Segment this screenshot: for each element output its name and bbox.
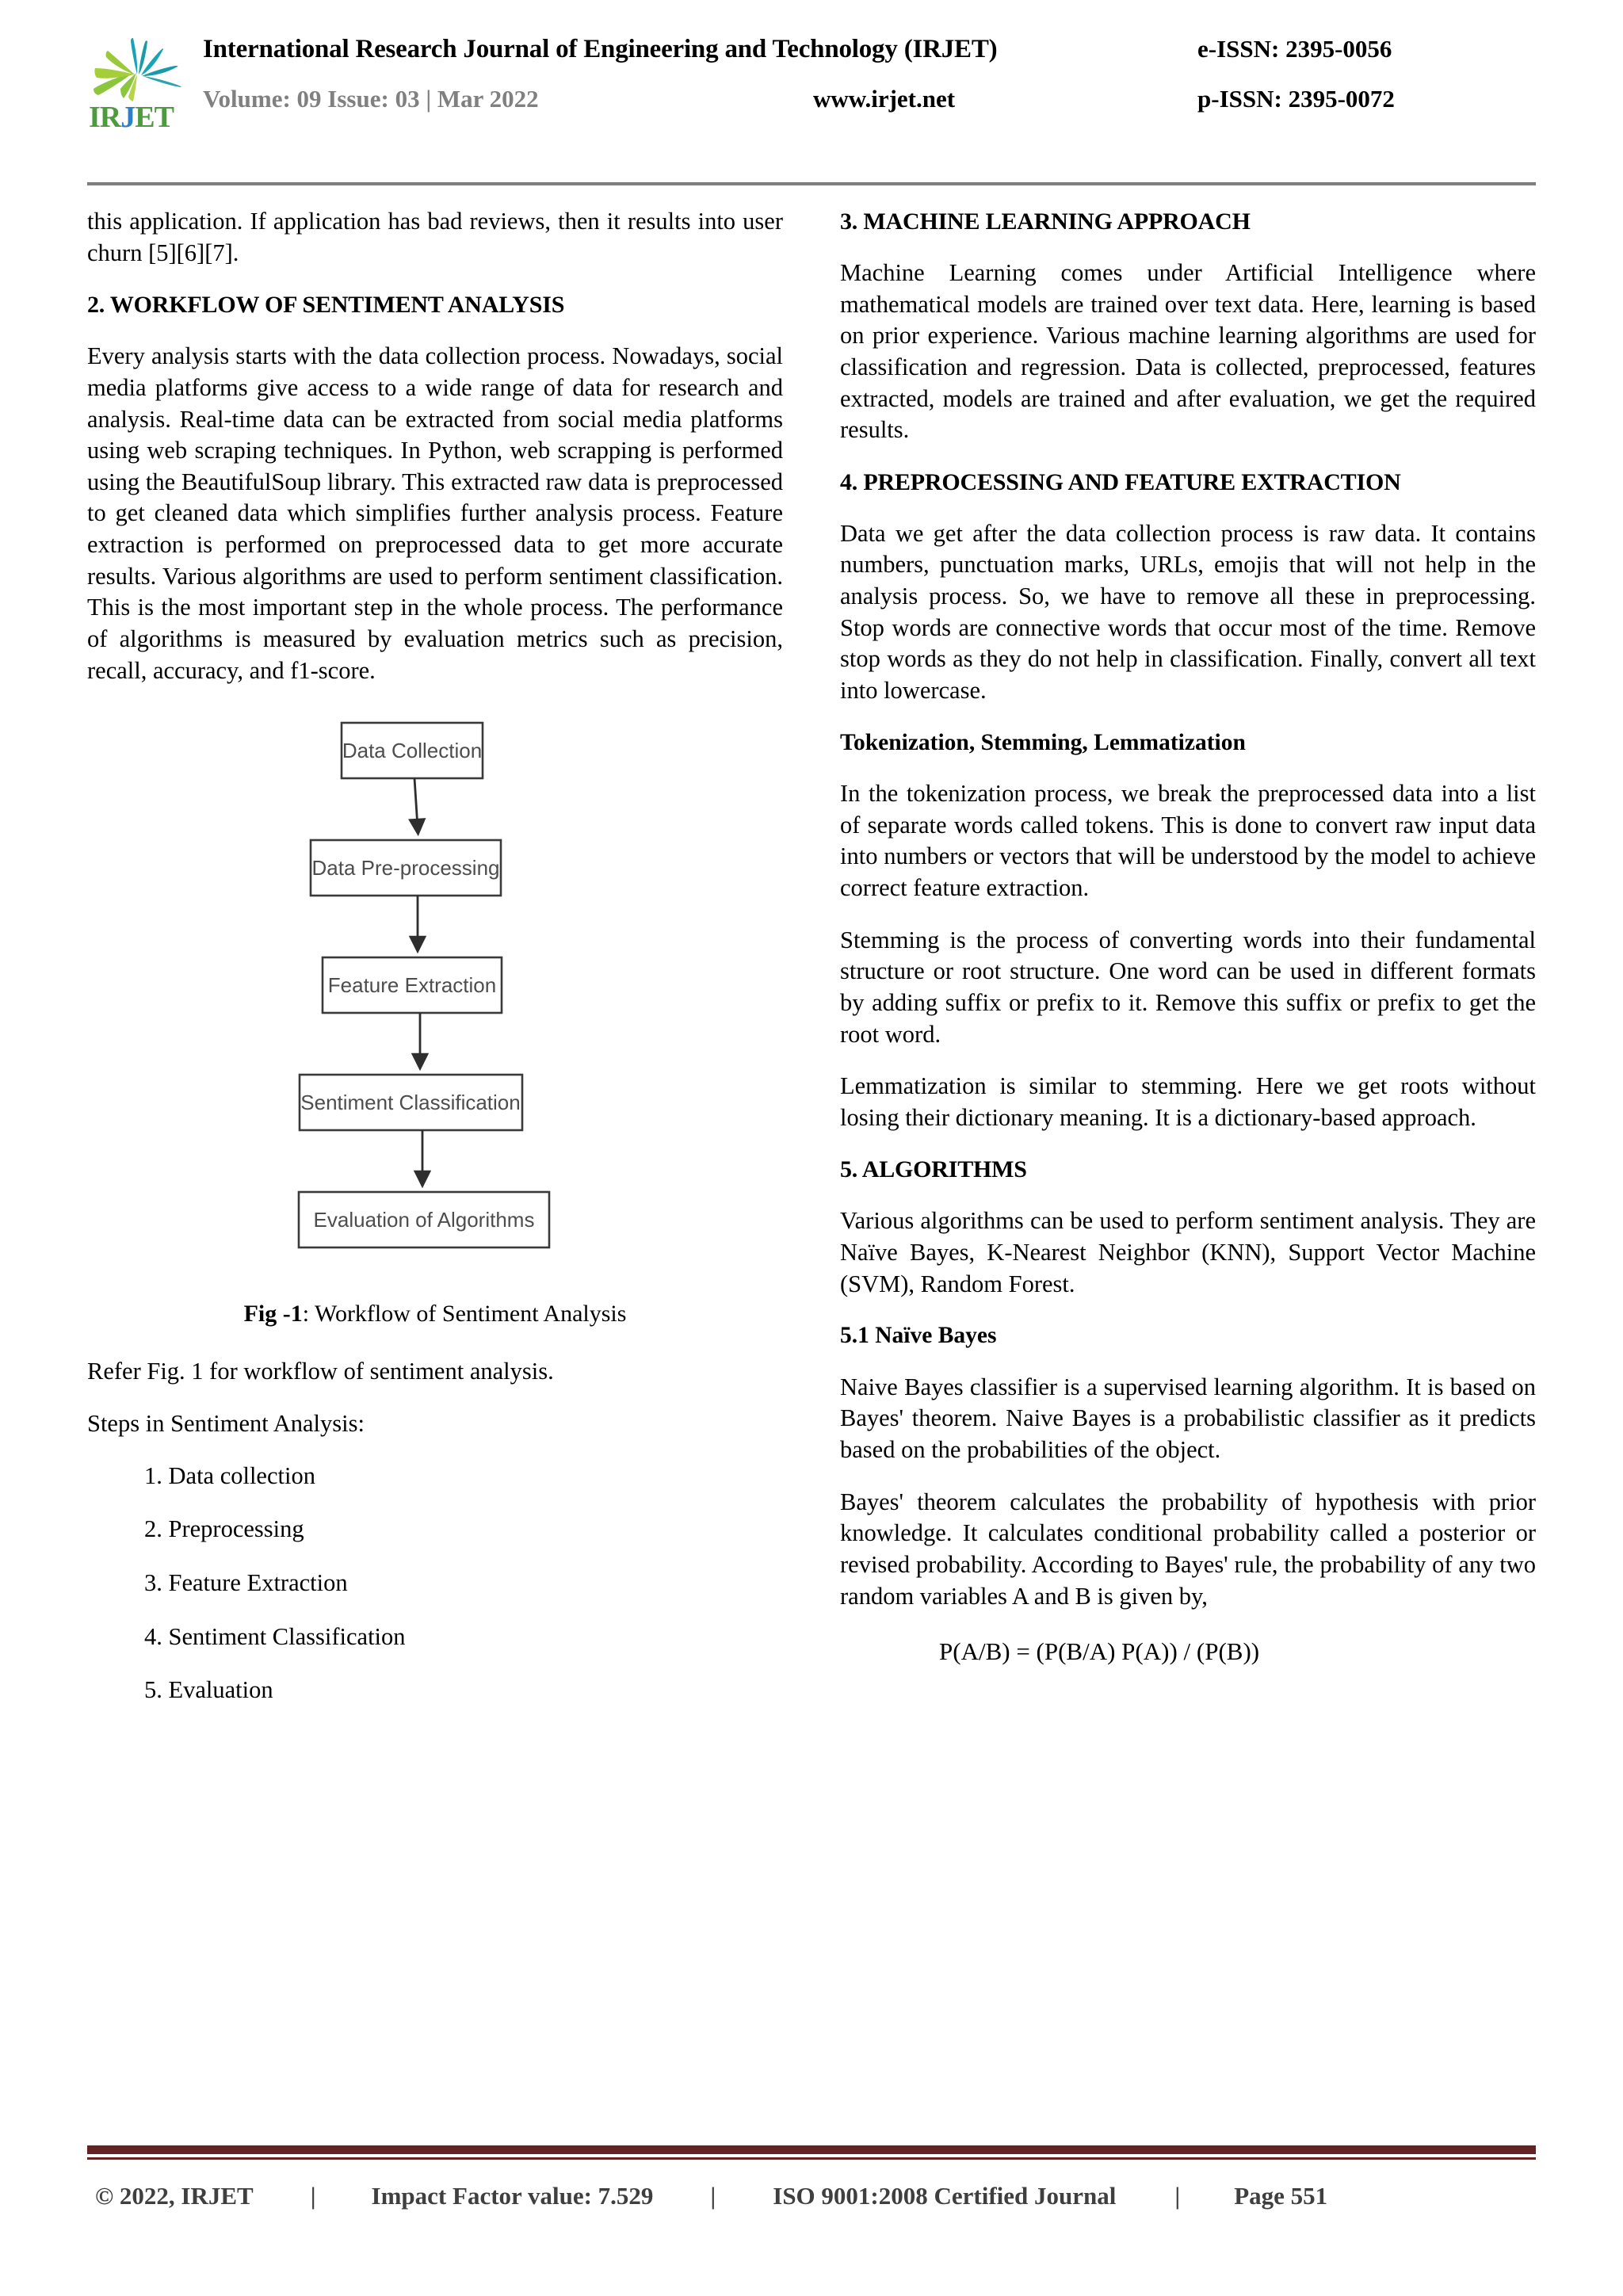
figure-caption-label: Fig -1 <box>243 1301 303 1328</box>
paragraph-naive-bayes-2: Bayes' theorem calculates the probability of hypothesis with prior knowledge. It calculates conditional probability called a posterior or revised probability. According to Bayes' rule, the probability of any two random variables A and B is given by, <box>840 1488 1536 1610</box>
list-item: 2. Preprocessing <box>144 1515 304 1543</box>
figure-caption-text: : Workflow of Sentiment Analysis <box>302 1301 627 1328</box>
heading-tokenization: Tokenization, Stemming, Lemmatization <box>840 729 1246 755</box>
paragraph-lemmatization: Lemmatization is similar to stemming. Here we get roots without losing their dictionary meaning. It is a dictionary-based approach. <box>840 1072 1536 1131</box>
paragraph-preprocessing: Data we get after the data collection process is raw data. It contains numbers, punctuation marks, URLs, emojis that will not help in the analysis process. So, we have to remove all these in preprocessing. Stop words are connective words that occur most of the time. Remove stop words as they do not help in classification. Finally, convert all text into lowercase. <box>840 519 1536 705</box>
paragraph-stemming: Stemming is the process of converting words into their fundamental structure or root structure. One word can be used in different formats by adding suffix or prefix to it. Remove this suffix or prefix to get the root word. <box>840 926 1536 1048</box>
paragraph-machine-learning: Machine Learning comes under Artificial Intelligence where mathematical models are trained over text data. Here, learning is based on prior experience. Various machine learning algorithms are used for classification and regression. Data is collected, preprocessed, features extracted, models are trained and after evaluation, we get the required results. <box>840 259 1536 444</box>
bayes-formula: P(A/B) = (P(B/A) P(A)) / (P(B)) <box>939 1637 1260 1666</box>
list-item: 3. Feature Extraction <box>144 1568 348 1596</box>
svg-text:Data Collection: Data Collection <box>342 739 483 763</box>
footer-separator-3: | <box>1174 2182 1181 2210</box>
masthead-text <box>189 22 1536 113</box>
footer-divider-bottom <box>87 2157 1536 2160</box>
logo-text-j: J <box>120 101 136 134</box>
heading-preprocessing: 4. PREPROCESSING AND FEATURE EXTRACTION <box>840 468 1401 495</box>
e-issn: e-ISSN: 2395-0056 <box>1197 35 1392 63</box>
irjet-logo <box>87 27 189 134</box>
footer-text-row <box>87 2182 1536 2210</box>
paragraph-workflow: Every analysis starts with the data collection process. Nowadays, social media platforms give access to a wide range of data for research and analysis. Real-time data can be extracted from social media platforms using web scraping techniques. In Python, web scrapping is performed using the BeautifulSoup library. This extracted raw data is preprocessed to get cleaned data which simplifies further analysis process. Feature extraction is performed on preprocessed data to get more accurate results. Various algorithms are used to perform sentiment classification. This is the most important step in the whole process. The performance of algorithms is measured by evaluation metrics such as precision, recall, accuracy, and f1-score. <box>87 342 783 684</box>
logo-text-et: ET <box>135 101 174 134</box>
header-divider <box>87 182 1536 185</box>
footer-separator-2: | <box>710 2182 716 2210</box>
heading-naive-bayes: 5.1 Naïve Bayes <box>840 1323 997 1349</box>
list-item: 4. Sentiment Classification <box>144 1622 406 1650</box>
right-column <box>840 206 1536 2029</box>
list-item: 1. Data collection <box>144 1461 315 1489</box>
paragraph-algorithms: Various algorithms can be used to perform sentiment analysis. They are Naïve Bayes, K-Nearest Neighbor (KNN), Support Vector Machine (SVM), Random Forest. <box>840 1207 1536 1297</box>
heading-algorithms: 5. ALGORITHMS <box>840 1156 1027 1183</box>
svg-text:Feature Extraction: Feature Extraction <box>327 973 497 998</box>
steps-list <box>87 1461 783 1706</box>
p-issn: p-ISSN: 2395-0072 <box>1197 85 1395 113</box>
logo-text-ir: IR <box>89 101 121 134</box>
footer-page-number: Page 551 <box>1234 2182 1328 2210</box>
figure-caption <box>87 1298 783 1329</box>
paragraph-naive-bayes-1: Naive Bayes classifier is a supervised learning algorithm. It is based on Bayes' theorem. Naive Bayes is a probabilistic classifier as it predicts based on the probabilities of the object. <box>840 1373 1536 1463</box>
workflow-figure <box>87 716 783 1279</box>
irjet-wordmark <box>89 102 174 132</box>
paragraph-tokenization: In the tokenization process, we break the preprocessed data into a list of separate words called tokens. This is done to convert raw input data into numbers or vectors that will be understood by the model to achieve correct feature extraction. <box>840 780 1536 901</box>
two-column-body <box>87 206 1536 2029</box>
journal-url[interactable]: www.irjet.net <box>813 85 956 113</box>
page-header <box>87 0 1536 165</box>
footer-separator-1: | <box>310 2182 316 2210</box>
svg-text:Sentiment Classification: Sentiment Classification <box>300 1091 521 1115</box>
footer-copyright: © 2022, IRJET <box>95 2182 254 2210</box>
list-item: 5. Evaluation <box>144 1676 273 1704</box>
paragraph-continued: this application. If application has bad reviews, then it results into user churn [5][6][7]. <box>87 208 783 266</box>
paragraph-refer-figure: Refer Fig. 1 for workflow of sentiment analysis. <box>87 1358 554 1385</box>
volume-issue-date: Volume: 09 Issue: 03 | Mar 2022 <box>203 85 539 113</box>
heading-machine-learning: 3. MACHINE LEARNING APPROACH <box>840 208 1251 235</box>
workflow-flowchart <box>277 716 594 1279</box>
leaf-fan-icon <box>87 27 189 106</box>
left-column <box>87 206 783 2029</box>
svg-text:Data Pre-processing: Data Pre-processing <box>311 856 500 881</box>
page-footer <box>87 2145 1536 2210</box>
footer-impact-factor: Impact Factor value: 7.529 <box>371 2182 654 2210</box>
steps-intro: Steps in Sentiment Analysis: <box>87 1409 365 1437</box>
footer-iso-certification: ISO 9001:2008 Certified Journal <box>773 2182 1117 2210</box>
svg-text:Evaluation of Algorithms: Evaluation of Algorithms <box>313 1208 535 1232</box>
journal-title: International Research Journal of Engineering and Technology (IRJET) <box>203 35 998 63</box>
footer-divider-top <box>87 2145 1536 2154</box>
heading-workflow: 2. WORKFLOW OF SENTIMENT ANALYSIS <box>87 292 565 319</box>
